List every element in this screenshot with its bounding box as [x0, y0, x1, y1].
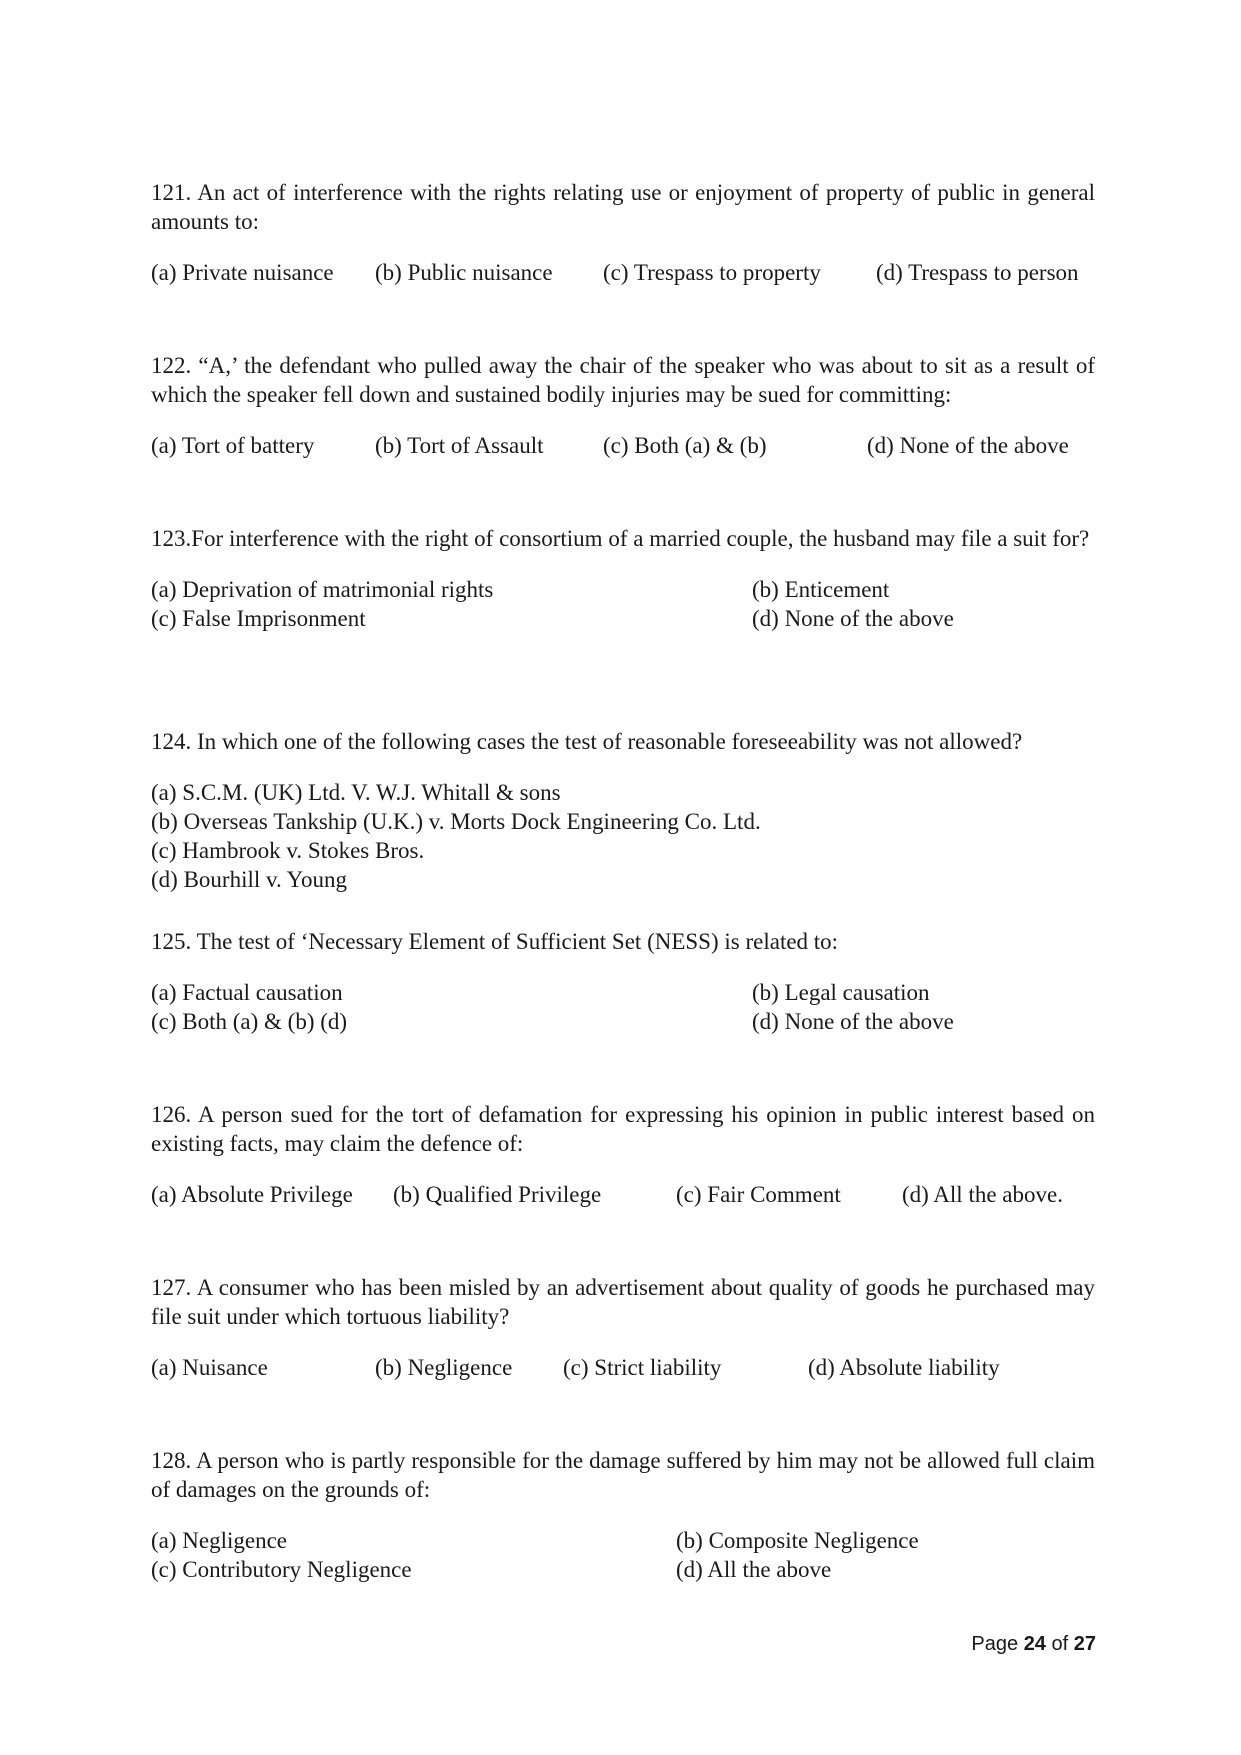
options	[151, 1353, 1095, 1382]
option-a: (a) Absolute Privilege	[151, 1182, 353, 1207]
option-a: (a) Private nuisance	[151, 260, 334, 285]
question-text: 124. In which one of the following cases the test of reasonable foreseeability was not allowed?	[151, 729, 1023, 754]
question-text: 127. A consumer who has been misled by an advertisement about quality of goods he purchased may file suit under which tortuous liability?	[151, 1275, 1095, 1329]
option-b: (b) Tort of Assault	[375, 433, 544, 458]
option-c: (c) Both (a) & (b)	[603, 433, 767, 458]
option-c: (c) Hambrook v. Stokes Bros.	[151, 838, 425, 863]
option-d: (d) None of the above	[867, 433, 1069, 458]
option-b: (b) Public nuisance	[375, 260, 553, 285]
of-label: of	[1051, 1633, 1069, 1655]
question-127	[151, 1273, 1095, 1382]
question-text: 122. “A,’ the defendant who pulled away the chair of the speaker who was about to sit as a result of which the speaker fell down and sustained bodily injuries may be sued for committing:	[151, 353, 1095, 407]
page-footer	[971, 1631, 1096, 1657]
question-125	[151, 927, 1095, 1036]
question-text: 126. A person sued for the tort of defamation for expressing his opinion in public interest based on existing facts, may claim the defence of:	[151, 1102, 1095, 1156]
option-d: (d) All the above	[676, 1557, 832, 1582]
question-126	[151, 1100, 1095, 1209]
options	[151, 778, 1095, 894]
question-text: 123.For interference with the right of consortium of a married couple, the husband may file a suit for?	[151, 526, 1090, 551]
option-d: (d) Bourhill v. Young	[151, 867, 347, 892]
option-a: (a) Deprivation of matrimonial rights	[151, 577, 494, 602]
option-b: (b) Qualified Privilege	[393, 1182, 602, 1207]
options	[151, 1180, 1095, 1209]
option-b: (b) Overseas Tankship (U.K.) v. Morts Dock Engineering Co. Ltd.	[151, 809, 761, 834]
question-122	[151, 351, 1095, 460]
options	[151, 978, 1095, 1036]
option-c: (c) Strict liability	[563, 1355, 722, 1380]
options	[151, 575, 1095, 633]
option-c: (c) Both (a) & (b) (d)	[151, 1009, 348, 1034]
page-number: 24	[1023, 1633, 1046, 1655]
option-c: (c) Trespass to property	[603, 260, 821, 285]
option-d: (d) Trespass to person	[876, 260, 1079, 285]
option-c: (c) Contributory Negligence	[151, 1557, 412, 1582]
option-a: (a) Nuisance	[151, 1355, 268, 1380]
options	[151, 431, 1095, 460]
page-total: 27	[1073, 1633, 1096, 1655]
question-text: 125. The test of ‘Necessary Element of Sufficient Set (NESS) is related to:	[151, 929, 839, 954]
question-124	[151, 727, 1095, 894]
options	[151, 1526, 1095, 1584]
question-128	[151, 1446, 1095, 1584]
option-b: (b) Composite Negligence	[676, 1528, 919, 1553]
option-b: (b) Enticement	[752, 577, 890, 602]
option-c: (c) Fair Comment	[676, 1182, 841, 1207]
option-a: (a) S.C.M. (UK) Ltd. V. W.J. Whitall & sons	[151, 780, 561, 805]
option-b: (b) Legal causation	[752, 980, 930, 1005]
option-b: (b) Negligence	[375, 1355, 513, 1380]
question-text: 121. An act of interference with the rights relating use or enjoyment of property of public in general amounts to:	[151, 180, 1095, 234]
question-123	[151, 524, 1095, 633]
page-label: Page	[971, 1633, 1019, 1655]
options	[151, 258, 1095, 287]
option-d: (d) Absolute liability	[808, 1355, 1000, 1380]
option-d: (d) All the above.	[902, 1182, 1063, 1207]
question-121	[151, 178, 1095, 287]
option-a: (a) Negligence	[151, 1528, 288, 1553]
option-a: (a) Tort of battery	[151, 433, 315, 458]
question-text: 128. A person who is partly responsible for the damage suffered by him may not be allowed full claim of damages on the grounds of:	[151, 1448, 1095, 1502]
option-c: (c) False Imprisonment	[151, 606, 366, 631]
option-d: (d) None of the above	[752, 1009, 954, 1034]
option-d: (d) None of the above	[752, 606, 954, 631]
option-a: (a) Factual causation	[151, 980, 343, 1005]
